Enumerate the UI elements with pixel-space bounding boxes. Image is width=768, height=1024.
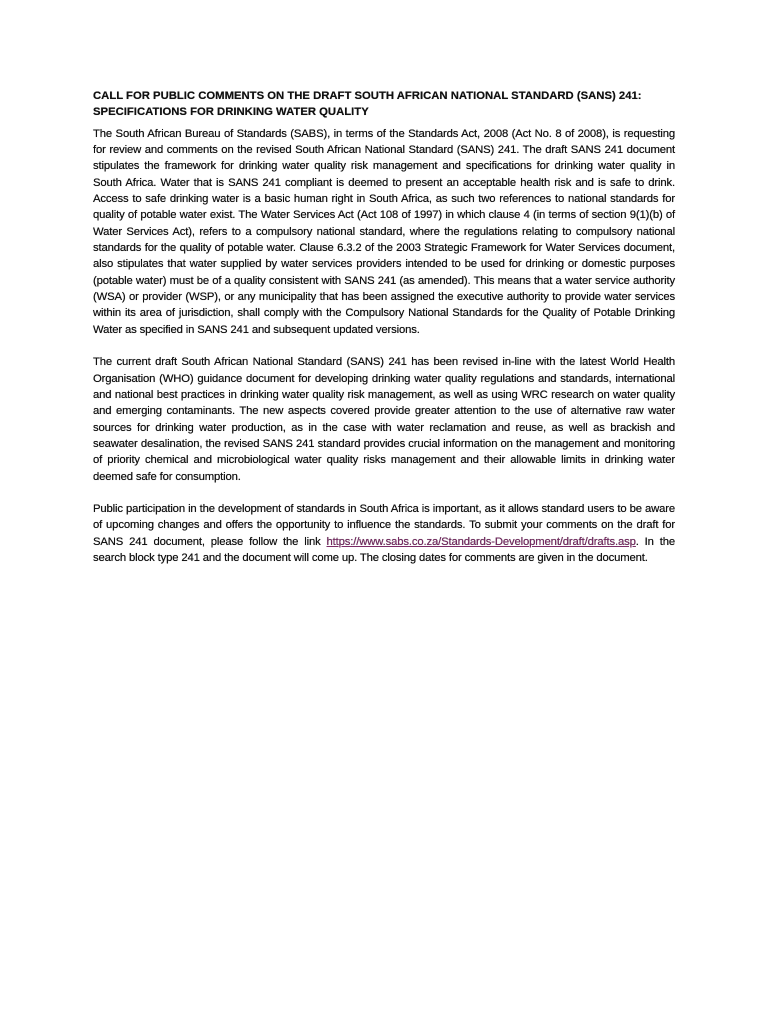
paragraph-3 bbox=[93, 501, 675, 566]
paragraph-1: The South African Bureau of Standards (SABS), in terms of the Standards Act, 2008 (Act No. 8 of 2008), is requesting for review and comments on the revised South African National Standard (SANS) 241. The draft SANS 241 document stipulates the framework for drinking water quality risk management and specifications for drinking water quality in South Africa. Water that is SANS 241 compliant is deemed to present an acceptable health risk and is safe to drink. Access to safe drinking water is a basic human right in South Africa, as such two references to national standards for quality of potable water exist. The Water Services Act (Act 108 of 1997) in which clause 4 (in terms of section 9(1)(b) of Water Services Act), refers to a compulsory national standard, where the regulations relating to compulsory national standards for the quality of potable water. Clause 6.3.2 of the 2003 Strategic Framework for Water Services document, also stipulates that water supplied by water services providers intended to be used for drinking or domestic purposes (potable water) must be of a quality consistent with SANS 241 (as amended). This means that a water service authority (WSA) or provider (WSP), or any municipality that has been assigned the executive authority to provide water services within its area of jurisdiction, shall comply with the Compulsory National Standards for the Quality of Potable Drinking Water as specified in SANS 241 and subsequent updated versions. bbox=[93, 127, 675, 336]
document-title bbox=[93, 88, 675, 121]
paragraph-3-text-before-link: Public participation in the development of standards in South Africa is important, as it allows standard users to be aware of upcoming changes and offers the opportunity to influence the standards. To submit your comments on the draft for SANS 241 document, please follow the link bbox=[93, 502, 675, 548]
title-line-2: SPECIFICATIONS FOR DRINKING WATER QUALITY bbox=[93, 106, 369, 119]
paragraph-3-text-after-link: . In the search block type 241 and the document will come up. The closing dates for comments are given in the document. bbox=[93, 535, 676, 564]
paragraph-2: The current draft South African National Standard (SANS) 241 has been revised in-line with the latest World Health Organisation (WHO) guidance document for developing drinking water quality regulations and standards, international and national best practices in drinking water quality risk management, as well as using WRC research on water quality and emerging contaminants. The new aspects covered provide greater attention to the use of alternative raw water sources for drinking water production, as in the case with water reclamation and reuse, as well as brackish and seawater desalination, the revised SANS 241 standard provides crucial information on the management and monitoring of priority chemical and microbiological water quality risks management and their allowable limits in drinking water deemed safe for consumption. bbox=[93, 356, 675, 483]
document-page bbox=[93, 88, 675, 582]
drafts-link[interactable]: https://www.sabs.co.za/Standards-Development/draft/drafts.asp bbox=[326, 535, 636, 548]
title-line-1: CALL FOR PUBLIC COMMENTS ON THE DRAFT SOUTH AFRICAN NATIONAL STANDARD (SANS) 241: bbox=[93, 90, 642, 102]
